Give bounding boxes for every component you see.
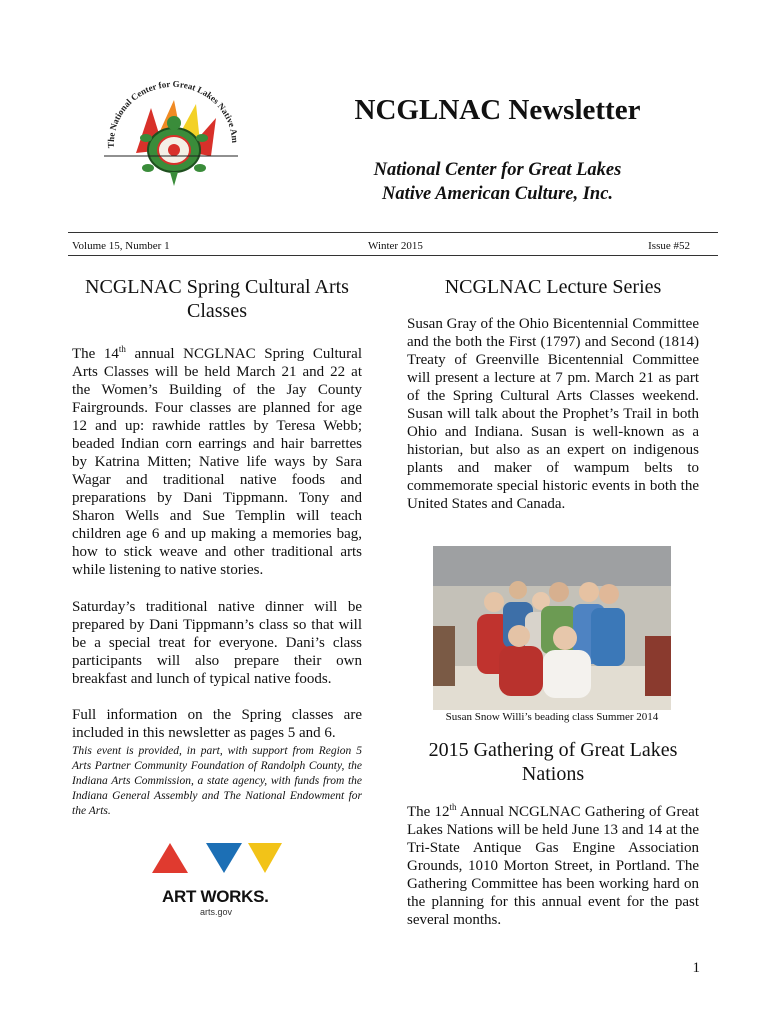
subtitle-line-2: Native American Culture, Inc. — [381, 184, 614, 204]
blue-triangle-icon — [206, 843, 242, 873]
gathering-article — [407, 738, 699, 929]
yellow-triangle-icon — [248, 843, 282, 873]
page-number: 1 — [692, 960, 700, 976]
spring-classes-paragraph-2: Saturday’s traditional native dinner will be prepared by Dani Tippmann’s class so that will be a special treat for everyone. Dani’s class participants will also prepare their own breakfast and lunch of typical native foods. — [72, 599, 362, 687]
spring-classes-article — [72, 275, 362, 819]
spring-classes-paragraph-3: Full information on the Spring classes are included in this newsletter as pages 5 and 6. — [72, 707, 362, 741]
spring-classes-heading: NCGLNAC Spring Cultural Arts Classes — [85, 276, 349, 322]
lecture-series-text: Susan Gray of the Ohio Bicentennial Committee and the both the First (1797) and Second (1814) Treaty of Greenville Bicentennial Committee will present a lecture at 7 pm. March 21 as part of the Spring Cultural Arts Classes weekend. Susan will talk about the Prophet’s Trail in both Ohio and Indiana. Susan is well-known as a historian, but also as an expert on indigenous plants and maker of wampum belts to commemorate special historic events in both the United States and Canada. — [407, 316, 699, 512]
spring-classes-paragraph-1: The 14th annual NCGLNAC Spring Cultural Arts Classes will be held March 21 and 22 at the Women’s Building of the Jay County Fairgrounds. Four classes are planned for age 12 and up: rawhide rattles by Teresa Webb; beaded Indian corn earrings and hair barrettes by Katrina Mitten; Native life ways by Sara Wagar and traditional native foods and preparations by Dani Tippmann. Tony and Sharon Wells and Sue Templin will teach children age 6 and up making a memories bag, how to stick weave and other traditional arts while listening to native stories. — [72, 344, 362, 578]
lecture-series-article — [407, 275, 699, 513]
issue-number: Issue #52 — [648, 240, 690, 252]
issue-season: Winter 2015 — [368, 240, 423, 252]
subtitle-line-1: National Center for Great Lakes — [373, 160, 622, 180]
volume-number: Volume 15, Number 1 — [72, 240, 170, 252]
beading-class-photo — [433, 546, 671, 710]
organization-name — [300, 158, 695, 206]
photo-caption: Susan Snow Willi’s beading class Summer 2014 — [445, 711, 659, 723]
top-divider — [68, 232, 718, 233]
red-triangle-icon — [152, 843, 188, 873]
newsletter-title: NCGLNAC Newsletter — [354, 94, 641, 126]
art-works-label: ART WORKS. — [162, 887, 269, 906]
art-works-logo — [150, 841, 285, 921]
bottom-divider — [68, 255, 718, 256]
ncglnac-logo — [96, 78, 246, 190]
gathering-text: The 12th Annual NCGLNAC Gathering of Great Lakes Nations will be held June 13 and 14 at the Tri-State Antique Gas Engine Association Grounds, 1010 Morton Street, in Portland. The Gathering Committee has been working hard on the planning for this annual event for the past several months. — [407, 802, 699, 928]
arts-gov-label: arts.gov — [200, 907, 233, 917]
gathering-heading: 2015 Gathering of Great Lakes Nations — [428, 739, 678, 785]
funding-note: This event is provided, in part, with support from Region 5 Arts Partner Community Foundation of Randolph County, the Indiana Arts Commission, a state agency, with funds from the Indiana General Assembly and The National Endowment for the Arts. — [72, 745, 362, 817]
lecture-series-heading: NCGLNAC Lecture Series — [444, 276, 662, 298]
logo-ring-text: The National Center for Great Lakes Native Am — [105, 78, 241, 149]
